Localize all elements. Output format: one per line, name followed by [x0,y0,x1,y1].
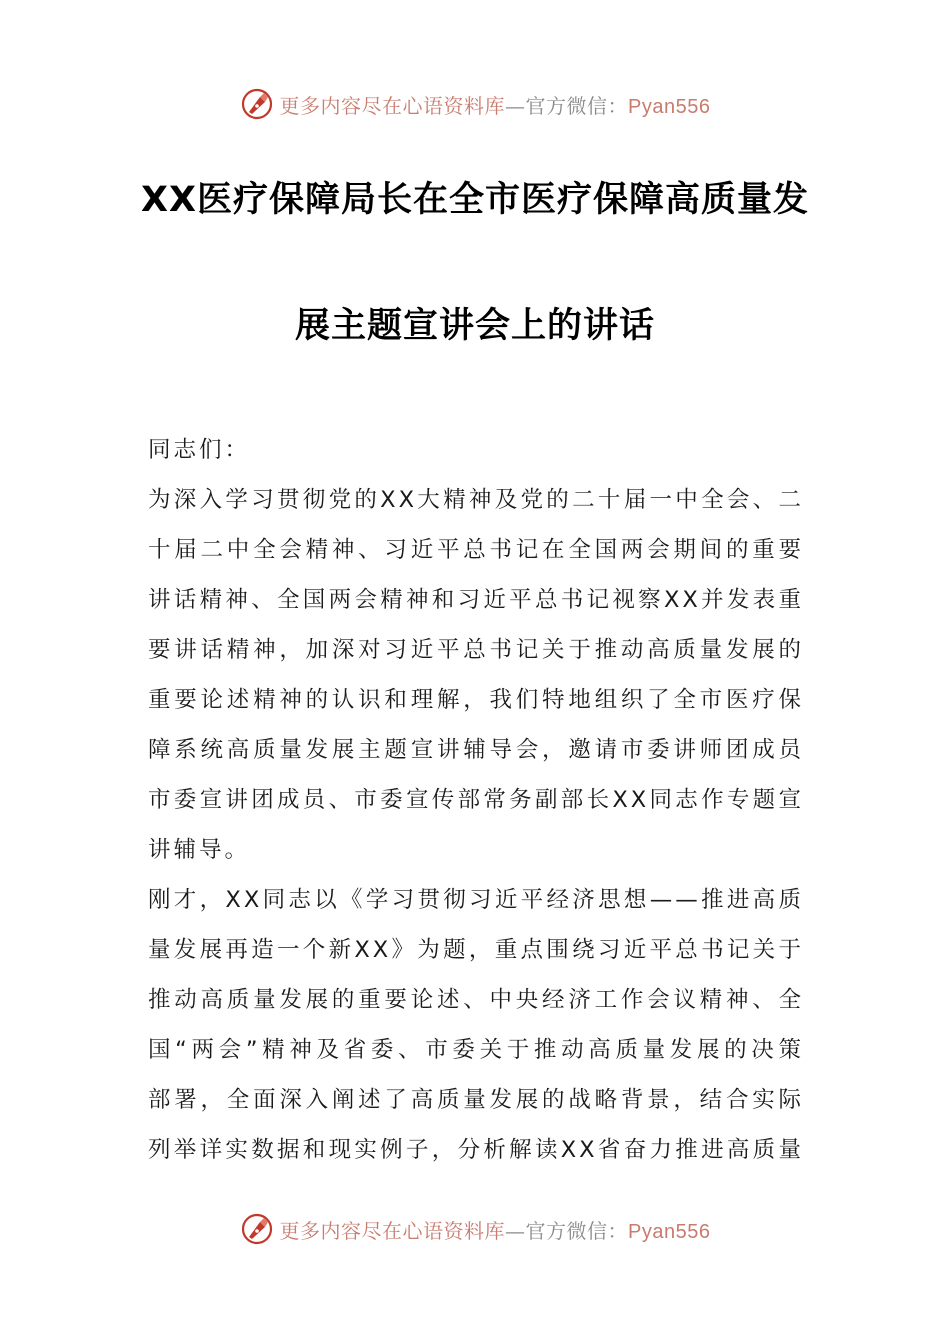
salutation: 同志们： [148,437,251,463]
body-line: 市委宣讲团成员、市委宣传部常务副部长XX同志作专题宣 [148,787,804,813]
body-line: 部署，全面深入阐述了高质量发展的战略背景，结合实际 [148,1087,804,1113]
body-line: 要讲话精神，加深对习近平总书记关于推动高质量发展的 [148,637,804,663]
body-line: 讲辅导。 [148,837,251,863]
document-title-line-2: 展主题宣讲会上的讲话 [294,306,655,346]
footer-watermark [0,1209,950,1249]
body-line: 重要论述精神的认识和理解，我们特地组织了全市医疗保 [148,687,804,713]
body-line: 列举详实数据和现实例子，分析解读XX省奋力推进高质量 [148,1137,804,1163]
document-title-line-1: XX医疗保障局长在全市医疗保障高质量发 [141,180,809,220]
pen-nib-logo-icon [240,87,274,121]
body-line: 推动高质量发展的重要论述、中央经济工作会议精神、全 [148,987,804,1013]
header-watermark [0,84,950,124]
body-line: 为深入学习贯彻党的XX大精神及党的二十届一中全会、二 [148,487,804,513]
body-line: 障系统高质量发展主题宣讲辅导会，邀请市委讲师团成员 [148,737,804,763]
pen-nib-logo-icon [240,1212,274,1246]
body-line: 讲话精神、全国两会精神和习近平总书记视察XX并发表重 [148,587,804,613]
body-line: 十届二中全会精神、习近平总书记在全国两会期间的重要 [148,537,804,563]
watermark-text: 更多内容尽在心语资料库—官方微信：Pyan556 [279,1218,711,1243]
body-line: 量发展再造一个新XX》为题，重点围绕习近平总书记关于 [148,937,804,963]
watermark-text: 更多内容尽在心语资料库—官方微信：Pyan556 [279,93,711,118]
body-line: 国“两会”精神及省委、市委关于推动高质量发展的决策 [148,1037,804,1063]
body-line: 刚才，XX同志以《学习贯彻习近平经济思想——推进高质 [148,887,804,913]
